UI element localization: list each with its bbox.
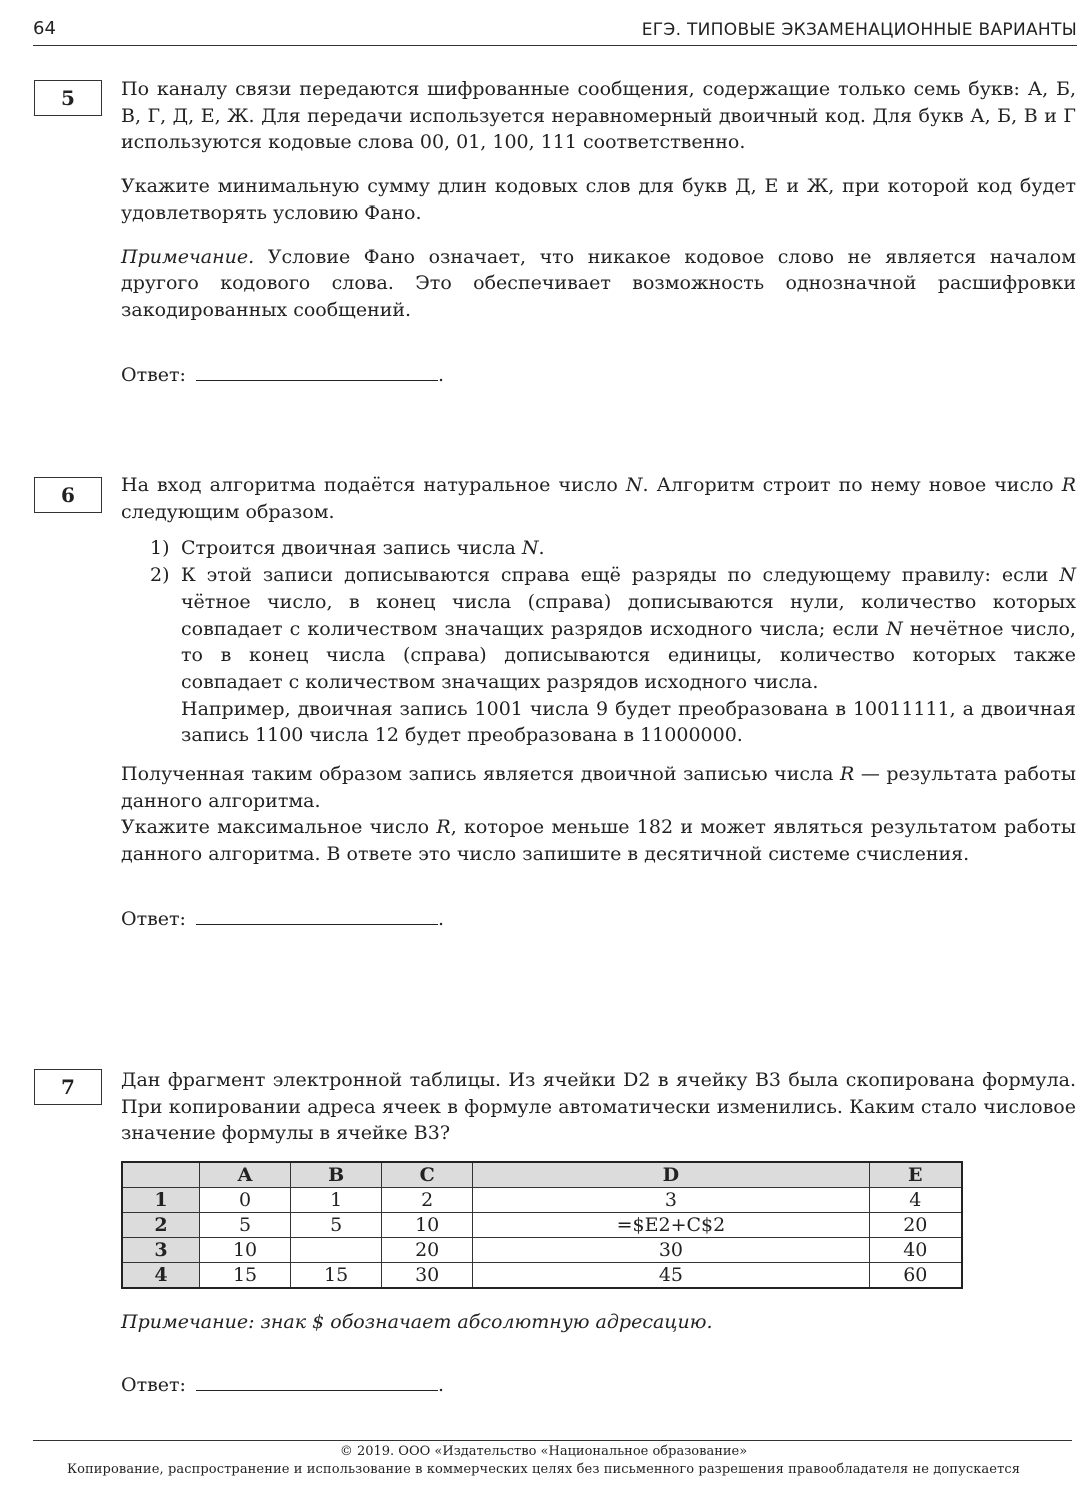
row-header: 3: [122, 1238, 200, 1263]
task-question: Укажите минимальную сумму длин кодовых слов для букв Д, Е и Ж, при которой код будет удовлетворять условию Фано.: [121, 175, 1076, 224]
answer-row: Ответ: .: [121, 360, 1076, 389]
table-cell: 20: [869, 1213, 962, 1238]
row-header: 4: [122, 1263, 200, 1289]
text-run: Полученная таким образом запись является двоичной записью числа: [121, 763, 840, 786]
table-row: [122, 1263, 962, 1289]
answer-label: Ответ:: [121, 1373, 186, 1396]
variable-n: N: [521, 537, 539, 560]
header-divider: [33, 45, 1077, 46]
task-paragraph: Дан фрагмент электронной таблицы. Из ячейки D2 в ячейку B3 была скопирована формула. При копировании адреса ячеек в формуле автоматически изменились. Каким стало числовое значение формулы в ячейке B3?: [121, 1069, 1077, 1145]
table-cell: 10: [200, 1238, 291, 1263]
task-paragraph: [121, 761, 1076, 814]
text-run: — результата работы данного алгоритма.: [121, 763, 1076, 812]
answer-field[interactable]: [196, 1370, 438, 1391]
table-cell: 15: [200, 1263, 291, 1289]
footer-copyright: © 2019. ООО «Издательство «Национальное образование»: [339, 1444, 748, 1459]
table-header-row: [122, 1162, 962, 1188]
text-run: Укажите максимальное число: [121, 816, 437, 839]
text-run: .: [538, 537, 545, 560]
table-row: [122, 1213, 962, 1238]
step-item: [121, 535, 1076, 562]
task-paragraph: По каналу связи передаются шифрованные сообщения, содержащие только семь букв: А, Б, В, Г, Д, Е, Ж. Для передачи используется неравномерный двоичный код. Для букв А, Б, В и Г используются кодовые слова 00, 01, 100, 111 соответственно.: [121, 78, 1076, 154]
variable-n: N: [1059, 564, 1076, 587]
table-cell: 15: [291, 1263, 382, 1289]
book-title: ЕГЭ. ТИПОВЫЕ ЭКЗАМЕНАЦИОННЫЕ ВАРИАНТЫ: [641, 20, 1077, 40]
task-body: [121, 1067, 1076, 1399]
step-example: Например, двоичная запись 1001 числа 9 будет преобразована в 10011111, а двоичная запись 1100 числа 12 будет преобразована в 11000000.: [181, 697, 1076, 747]
answer-row: Ответ: .: [121, 1370, 1076, 1399]
table-row: [122, 1238, 962, 1263]
text-run: На вход алгоритма подаётся натуральное число: [121, 474, 626, 496]
column-header: D: [473, 1162, 869, 1188]
table-cell: 60: [869, 1263, 962, 1289]
answer-field[interactable]: [196, 360, 438, 381]
answer-field[interactable]: [196, 904, 438, 925]
step-item: [121, 562, 1076, 749]
text-run: К этой записи дописываются справа ещё разряды по следующему правилу: если: [181, 564, 1060, 587]
task-note: Примечание: знак $ обозначает абсолютную адресацию.: [121, 1311, 713, 1334]
text-run: следующим образом.: [121, 500, 335, 523]
step-number: 1): [150, 537, 170, 560]
text-run: нечётное число, то в конец числа (справа) дописываются единицы, количество которых также совпадает с количеством значащих разрядов исходного числа.: [181, 617, 1076, 693]
table-cell: 0: [200, 1188, 291, 1213]
row-header: 2: [122, 1213, 200, 1238]
row-header: 1: [122, 1188, 200, 1213]
task-body: [121, 76, 1076, 388]
footer-notice: Копирование, распространение и использование в коммерческих целях без письменного разрешения правообладателя не допускается: [66, 1462, 1021, 1477]
task-note: [121, 244, 1076, 324]
table-cell: 4: [869, 1188, 962, 1213]
text-run: . Алгоритм строит по нему новое число: [642, 474, 1062, 496]
footer-divider: [33, 1440, 1072, 1441]
table-cell: 30: [382, 1263, 473, 1289]
variable-n: N: [886, 617, 903, 640]
page-number: 64: [33, 18, 56, 39]
table-cell: 5: [291, 1213, 382, 1238]
task-number-box: 7: [34, 1069, 102, 1105]
task-number-box: 5: [34, 80, 102, 116]
table-cell: 20: [382, 1238, 473, 1263]
task-intro: [121, 472, 1076, 525]
table-row: [122, 1188, 962, 1213]
column-header: A: [200, 1162, 291, 1188]
table-cell: 5: [200, 1213, 291, 1238]
table-cell: 1: [291, 1188, 382, 1213]
variable-r: R: [1061, 474, 1076, 496]
table-cell: 2: [382, 1188, 473, 1213]
note-text: Условие Фано означает, что никакое кодовое слово не является началом другого кодового слова. Это обеспечивает возможность однозначной расшифровки закодированных сообщений.: [121, 245, 1076, 321]
table-cell: 30: [473, 1238, 869, 1263]
note-label: Примечание.: [121, 245, 255, 268]
table-cell: 10: [382, 1213, 473, 1238]
table-cell: 40: [869, 1238, 962, 1263]
column-header: B: [291, 1162, 382, 1188]
table-cell: [291, 1238, 382, 1263]
text-run: чётное число, в конец числа (справа) дописываются нули, количество которых совпадает с количеством значащих разрядов исходного числа; если: [181, 590, 1076, 640]
column-header: C: [382, 1162, 473, 1188]
text-run: , которое меньше 182 и может являться результатом работы данного алгоритма. В ответе это число запишите в десятичной системе счисления.: [121, 816, 1076, 866]
variable-n: N: [625, 474, 643, 496]
variable-r: R: [436, 816, 451, 839]
task-question: [121, 814, 1076, 867]
text-run: Строится двоичная запись числа: [181, 537, 522, 560]
task-number-box: 6: [34, 477, 102, 513]
step-number: 2): [150, 564, 170, 587]
column-header: E: [869, 1162, 962, 1188]
formula-cell: =$E2+C$2: [473, 1213, 869, 1238]
corner-cell: [122, 1162, 200, 1188]
algorithm-steps: [121, 535, 1076, 749]
answer-label: Ответ:: [121, 907, 186, 930]
table-cell: 45: [473, 1263, 869, 1289]
spreadsheet-table: [121, 1161, 963, 1289]
table-cell: 3: [473, 1188, 869, 1213]
page-header: [0, 0, 1087, 46]
variable-r: R: [839, 763, 855, 786]
task-body: [121, 472, 1076, 933]
answer-label: Ответ:: [121, 363, 186, 386]
answer-row: Ответ: .: [121, 904, 1076, 933]
